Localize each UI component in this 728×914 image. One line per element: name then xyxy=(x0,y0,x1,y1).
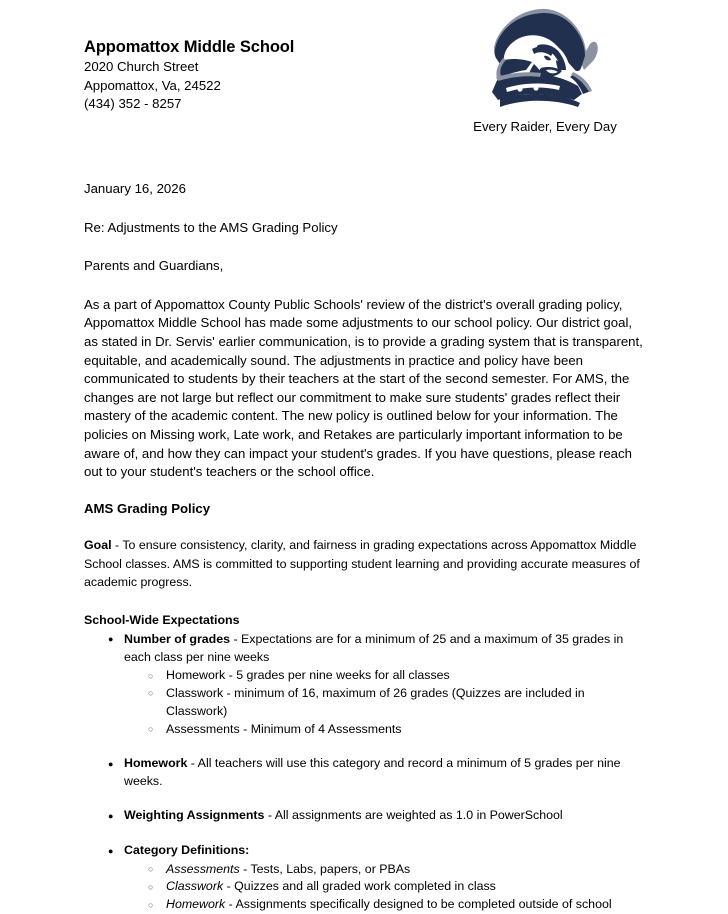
policy-goal-text: - To ensure consistency, clarity, and fairness in grading expectations across Appomattox Middle School classes. AMS is committed to supporting student learning and providing accurate measures of academic progress. xyxy=(84,538,640,589)
school-address-line-1: 2020 Church Street xyxy=(84,59,199,74)
list-item xyxy=(84,807,648,825)
list-item xyxy=(84,755,648,790)
sub-list xyxy=(124,861,648,914)
bullet-label: Weighting Assignments xyxy=(124,808,265,823)
bullet-body: - All assignments are weighted as 1.0 in PowerSchool xyxy=(264,808,563,823)
policy-heading xyxy=(84,500,648,519)
raider-mascot-logo-icon xyxy=(486,8,604,112)
bullet-label: Category Definitions: xyxy=(124,843,250,858)
school-tagline: Every Raider, Every Day xyxy=(473,119,617,134)
list-item xyxy=(124,878,648,896)
bullet-text xyxy=(124,632,623,664)
sub-bullet-label: Assessments xyxy=(166,861,240,876)
list-item xyxy=(124,721,648,739)
school-name: Appomattox Middle School xyxy=(84,38,295,56)
bullet-label: Number of grades xyxy=(124,631,231,646)
letter-date: January 16, 2026 xyxy=(84,181,186,196)
sub-list xyxy=(124,667,648,738)
bullet-body: - Expectations are for a minimum of 25 and a maximum of 35 grades in each class per nine weeks xyxy=(124,631,624,664)
sub-bullet-body: - Assignments specifically designed to be completed outside of school xyxy=(225,897,612,912)
letterhead xyxy=(0,0,728,150)
list-item xyxy=(124,896,648,914)
bullet-text xyxy=(124,843,249,857)
letter-salutation: Parents and Guardians, xyxy=(84,258,224,274)
sub-bullet-body: Assessments - Minimum of 4 Assessments xyxy=(166,721,402,736)
policy-heading-bold: AMS xyxy=(84,500,114,516)
bullet-text xyxy=(124,756,621,788)
sub-bullet-body: - Tests, Labs, papers, or PBAs xyxy=(239,861,411,876)
sub-bullet-label: Classwork xyxy=(166,879,224,894)
sub-bullet-body: Homework - 5 grades per nine weeks for all classes xyxy=(166,668,450,683)
policy-goal-label: Goal xyxy=(84,538,112,553)
sub-bullet-body: - Quizzes and all graded work completed in class xyxy=(223,879,496,894)
bullet-body: - All teachers will use this category and record a minimum of 5 grades per nine weeks. xyxy=(124,756,621,788)
letter-subject: Re: Adjustments to the AMS Grading Policy xyxy=(84,219,338,235)
school-address-line-2: Appomattox, Va, 24522 xyxy=(84,77,221,93)
letter-content xyxy=(84,180,648,914)
list-item xyxy=(124,667,648,685)
school-identity-block xyxy=(84,37,294,114)
letter-body-paragraph: As a part of Appomattox County Public Schools' review of the district's overall grading policy, Appomattox Middle School has made some adjustments to our school policy. Our district goal, as stated in Dr. Servis' earlier communication, is to provide a grading system that is transparent, equitable, and academically sound. The adjustments in practice and policy have been communicated to students by their teachers at the start of the second semester. For AMS, the changes are not large but reflect our commitment to make sure students' grades reflect their mastery of the academic content. The new policy is outlined below for your information. The policies on Missing work, Late work, and Retakes are particularly important information to be aware of, and how they can impact your student's grades. If you have questions, please reach out to your student's teachers or the school office. xyxy=(84,296,643,480)
policy-bullet-list xyxy=(84,631,648,914)
bullet-text xyxy=(124,808,563,822)
logo-block xyxy=(455,8,635,135)
list-item xyxy=(124,861,648,879)
list-item xyxy=(84,631,648,738)
sub-bullet-body: Classwork - minimum of 16, maximum of 26 grades (Quizzes are included in Classwork) xyxy=(166,685,585,718)
policy-heading-rest: Grading Policy xyxy=(113,500,211,516)
sub-bullet-label: Homework xyxy=(166,897,226,912)
policy-goal-paragraph xyxy=(84,536,648,591)
school-wide-expectations-heading: School-Wide Expectations xyxy=(84,612,240,627)
list-item xyxy=(124,685,648,721)
list-item xyxy=(84,842,648,914)
school-phone: (434) 352 - 8257 xyxy=(84,96,182,111)
bullet-label: Homework xyxy=(124,756,188,771)
